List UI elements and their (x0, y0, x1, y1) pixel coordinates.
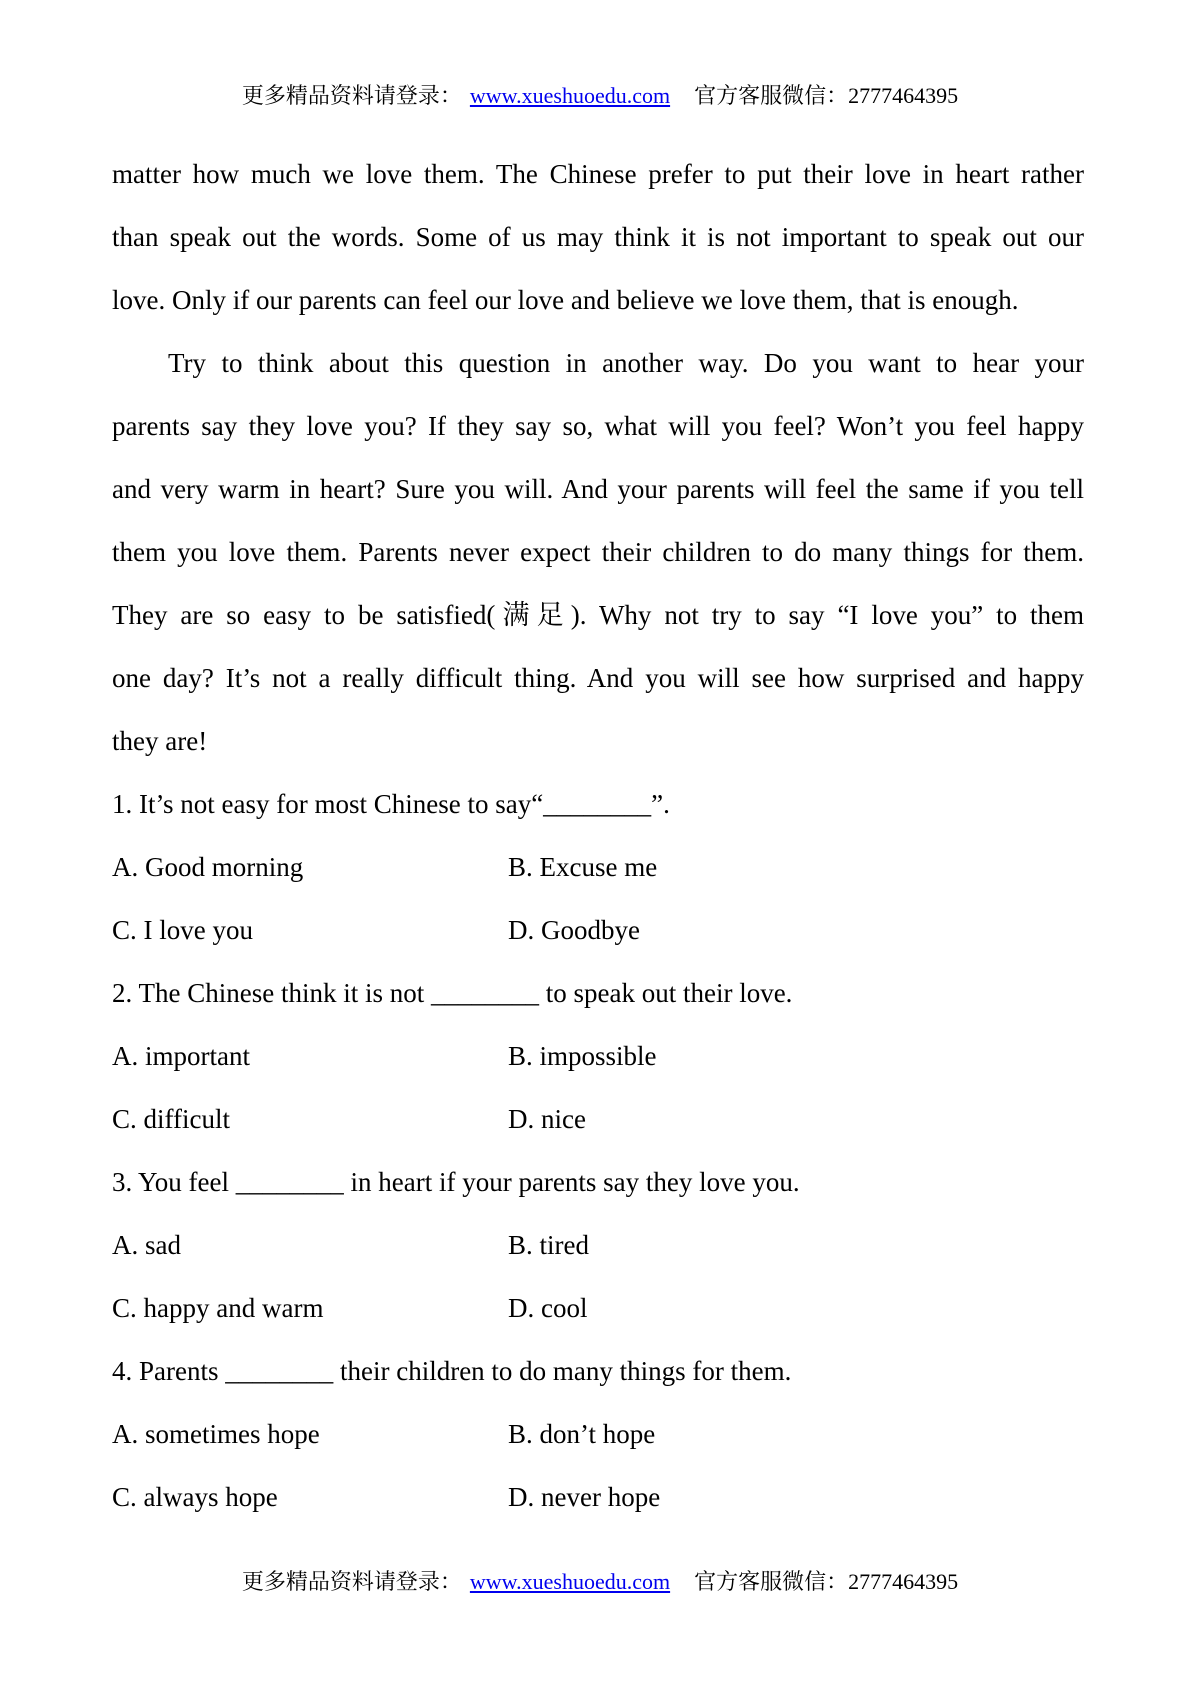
paragraph-line: They are so easy to be satisfied(满足). Why not try to say “I love you” to them (112, 600, 1084, 630)
header-link[interactable]: www.xueshuoedu.com (469, 83, 671, 108)
answer-option: B. tired (508, 1230, 589, 1260)
paragraph-line: Try to think about this question in another way. Do you want to hear your (168, 348, 1084, 378)
paragraph-line: one day? It’s not a really difficult thing. And you will see how surprised and happy (112, 663, 1084, 693)
body-content (112, 143, 1084, 1529)
answer-option: A. Good morning (112, 852, 304, 882)
page-header (0, 81, 1200, 111)
option-row (112, 1403, 1084, 1466)
question-stem: 4. Parents ________ their children to do many things for them. (112, 1356, 792, 1386)
footer-promo-text: 更多精品资料请登录： (241, 1569, 462, 1594)
paragraph-line: and very warm in heart? Sure you will. And your parents will feel the same if you tell (112, 474, 1084, 504)
paragraph-line: parents say they love you? If they say so, what will you feel? Won’t you feel happy (112, 411, 1084, 441)
answer-option: B. Excuse me (508, 852, 658, 882)
answer-option: D. cool (508, 1293, 588, 1323)
option-row (112, 836, 1084, 899)
option-row (112, 1466, 1084, 1529)
option-row (112, 1277, 1084, 1340)
question-stem: 3. You feel ________ in heart if your parents say they love you. (112, 1167, 800, 1197)
answer-option: C. I love you (112, 915, 253, 945)
answer-option: D. Goodbye (508, 915, 640, 945)
answer-option: A. sometimes hope (112, 1419, 320, 1449)
answer-option: D. nice (508, 1104, 586, 1134)
footer-contact-text: 官方客服微信：2777464395 (694, 1569, 959, 1594)
paragraph-line: they are! (112, 726, 208, 756)
paragraph-line: than speak out the words. Some of us may think it is not important to speak out our (112, 222, 1084, 252)
option-row (112, 1088, 1084, 1151)
answer-option: A. sad (112, 1230, 181, 1260)
question-stem: 1. It’s not easy for most Chinese to say“________”. (112, 789, 670, 819)
answer-option: A. important (112, 1041, 250, 1071)
option-row (112, 1214, 1084, 1277)
option-row (112, 1025, 1084, 1088)
answer-option: D. never hope (508, 1482, 661, 1512)
answer-option: C. always hope (112, 1482, 278, 1512)
header-contact-text: 官方客服微信：2777464395 (694, 83, 959, 108)
paragraph-line: love. Only if our parents can feel our love and believe we love them, that is enough. (112, 285, 1019, 315)
answer-option: C. happy and warm (112, 1293, 324, 1323)
header-promo-text: 更多精品资料请登录： (241, 83, 462, 108)
answer-option: B. don’t hope (508, 1419, 656, 1449)
paragraph-line: them you love them. Parents never expect their children to do many things for them. (112, 537, 1084, 567)
paragraph-line: matter how much we love them. The Chinese prefer to put their love in heart rather (112, 159, 1084, 189)
question-stem: 2. The Chinese think it is not ________ to speak out their love. (112, 978, 793, 1008)
answer-option: C. difficult (112, 1104, 230, 1134)
footer-link[interactable]: www.xueshuoedu.com (469, 1569, 671, 1594)
page-footer (0, 1567, 1200, 1597)
answer-option: B. impossible (508, 1041, 657, 1071)
option-row (112, 899, 1084, 962)
